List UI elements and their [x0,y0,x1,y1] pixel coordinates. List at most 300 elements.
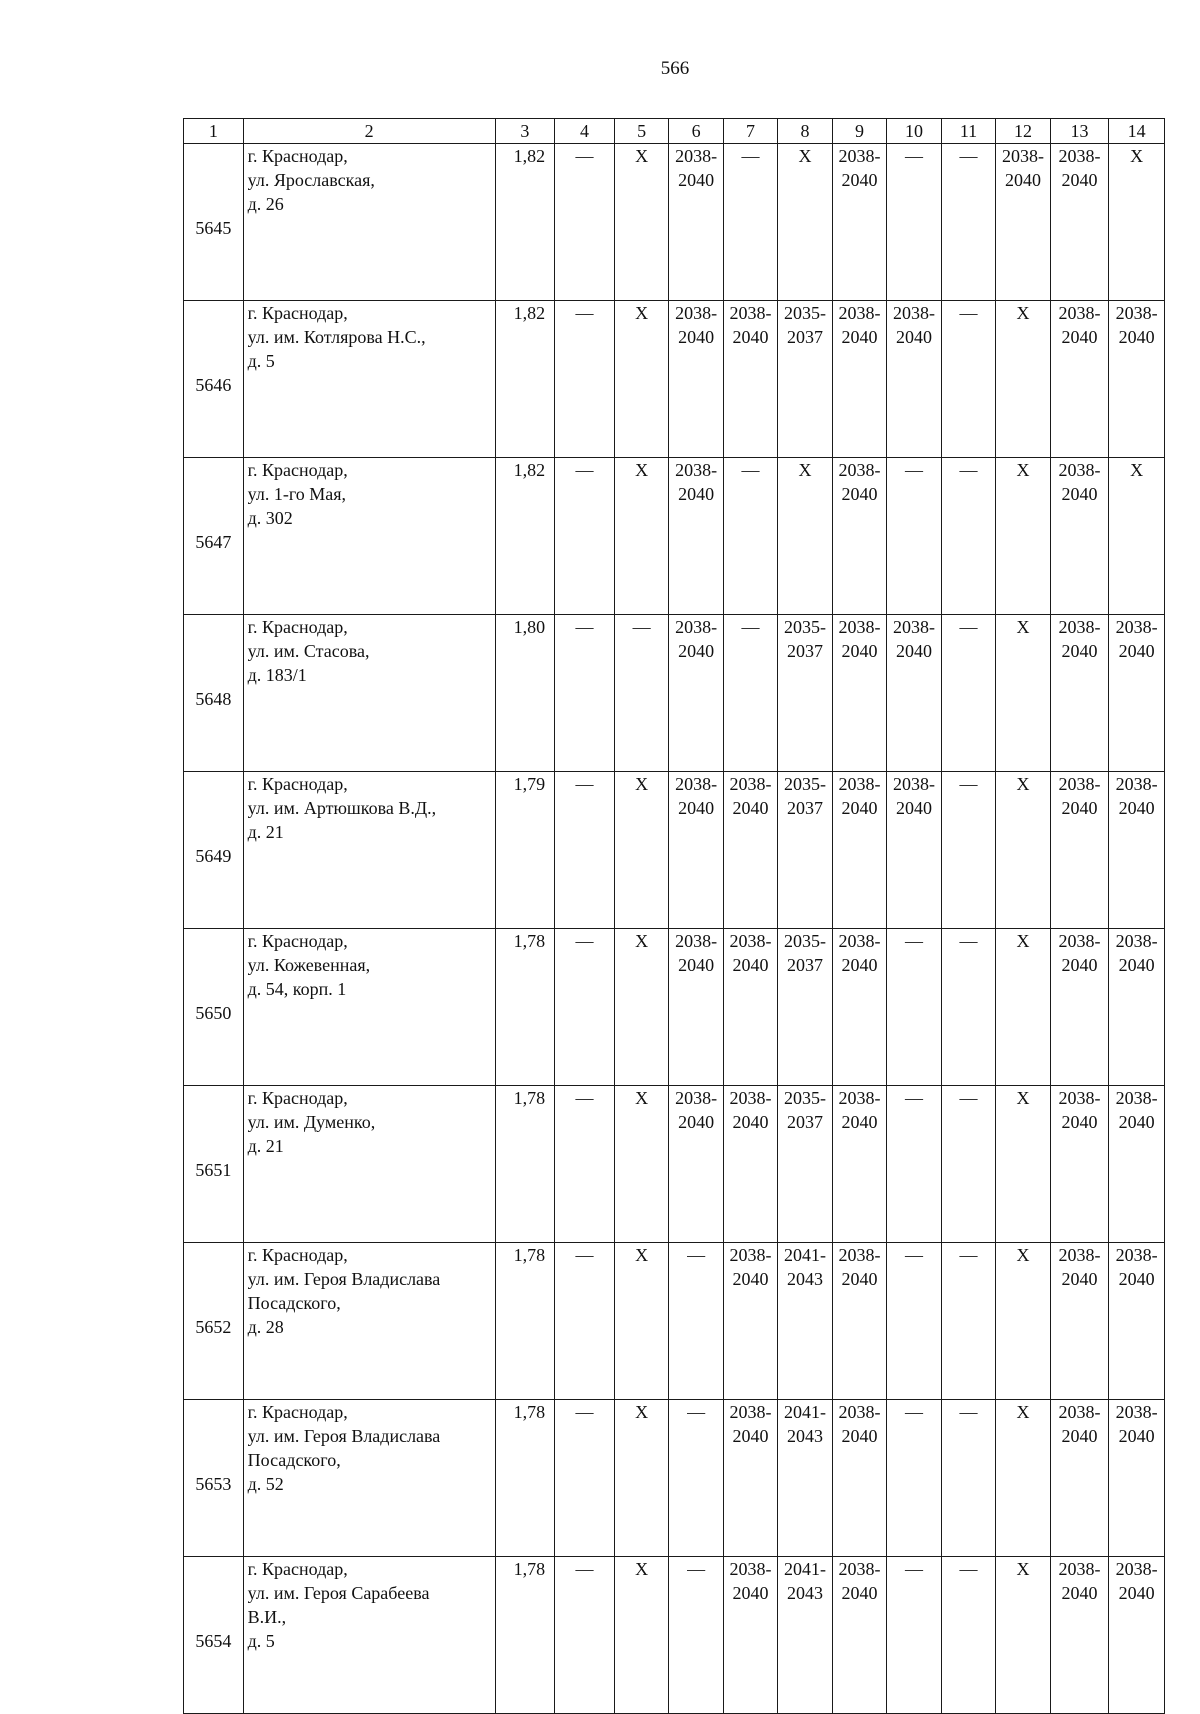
schedule-value: 2035- 2037 [784,617,827,661]
address-line: ул. им. Стасова, [247,641,370,661]
row-number: 5648 [184,615,244,772]
schedule-cell [887,1243,941,1400]
address-cell [243,772,495,929]
column-header: 4 [555,119,615,144]
address-line: д. 5 [247,1631,275,1651]
schedule-value: 2038- 2040 [893,303,935,347]
schedule-cell [1050,772,1109,929]
schedule-cell [614,458,668,615]
schedule-value: Х [635,1088,649,1108]
schedule-cell [1050,1557,1109,1714]
address-line: д. 21 [247,822,284,842]
schedule-value: 2038- 2040 [838,1088,881,1132]
schedule-value: — [959,1559,978,1579]
schedule-value: 2038- 2040 [675,931,718,975]
schedule-value: 2038- 2040 [1115,774,1158,818]
schedule-value: 2038- 2040 [1115,1088,1158,1132]
schedule-cell [723,1557,777,1714]
schedule-cell [887,772,941,929]
schedule-cell [832,1557,886,1714]
schedule-cell [1109,615,1165,772]
schedule-cell [1050,1400,1109,1557]
schedule-value: — [741,460,760,480]
schedule-value: 2038- 2040 [675,617,718,661]
address-line: г. Краснодар, [247,460,348,480]
schedule-value: — [905,1402,923,1422]
schedule-value: Х [1016,774,1030,794]
row-number: 5649 [184,772,244,929]
address-cell [243,144,495,301]
address-line: ул. им. Котлярова Н.С., [247,327,426,347]
schedule-cell [778,929,832,1086]
schedule-value: — [575,1088,594,1108]
coefficient-cell: 1,78 [495,1086,555,1243]
schedule-value: 2038- 2040 [838,931,881,975]
coefficient-cell: 1,78 [495,929,555,1086]
schedule-cell [941,615,995,772]
column-header: 6 [669,119,723,144]
schedule-cell [941,1557,995,1714]
schedule-cell [1050,301,1109,458]
schedule-cell [1050,615,1109,772]
schedule-value: Х [1130,460,1144,480]
schedule-cell [1109,1400,1165,1557]
address-line: ул. Ярославская, [247,170,375,190]
schedule-value: — [575,1245,594,1265]
schedule-cell [941,144,995,301]
schedule-cell [723,458,777,615]
column-header: 3 [495,119,555,144]
schedule-cell [996,458,1050,615]
schedule-value: 2038- 2040 [1058,774,1101,818]
schedule-cell [887,301,941,458]
row-number: 5653 [184,1400,244,1557]
address-line: г. Краснодар, [247,931,348,951]
column-header: 7 [723,119,777,144]
schedule-value: — [575,931,594,951]
schedule-cell [723,1400,777,1557]
schedule-cell [778,1400,832,1557]
address-line: г. Краснодар, [247,303,348,323]
schedule-value: 2041- 2043 [784,1245,827,1289]
header-row [184,119,1165,144]
address-line: г. Краснодар, [247,1088,348,1108]
schedule-cell [1109,144,1165,301]
schedule-cell [778,458,832,615]
table-row [184,144,1165,301]
schedule-value: 2038- 2040 [729,1559,772,1603]
schedule-cell [832,615,886,772]
table-row [184,1400,1165,1557]
schedule-value: — [905,146,923,166]
table-row [184,772,1165,929]
schedule-cell [555,1086,615,1243]
schedule-value: Х [1016,1245,1030,1265]
schedule-value: 2038- 2040 [675,303,718,347]
schedule-value: 2038- 2040 [838,774,881,818]
schedule-cell [555,1557,615,1714]
schedule-cell [832,458,886,615]
schedule-cell [996,772,1050,929]
schedule-cell [723,929,777,1086]
table-row [184,458,1165,615]
schedule-cell [614,301,668,458]
schedule-value: — [741,617,760,637]
schedule-cell [614,144,668,301]
coefficient-cell: 1,78 [495,1400,555,1557]
schedule-cell [669,929,723,1086]
schedule-value: Х [1016,1559,1030,1579]
coefficient-cell: 1,80 [495,615,555,772]
schedule-value: — [905,931,923,951]
column-header: 14 [1109,119,1165,144]
address-line: ул. Кожевенная, [247,955,371,975]
schedule-value: Х [1130,146,1144,166]
coefficient-cell: 1,78 [495,1243,555,1400]
schedule-cell [887,1557,941,1714]
column-header: 12 [996,119,1050,144]
schedule-value: 2038- 2040 [729,303,772,347]
schedule-cell [1050,929,1109,1086]
schedule-cell [723,1086,777,1243]
schedule-cell [778,1557,832,1714]
schedule-cell [941,1243,995,1400]
row-number: 5654 [184,1557,244,1714]
address-line: Посадского, [247,1450,341,1470]
schedule-value: — [575,303,594,323]
schedule-value: — [687,1245,706,1265]
coefficient-cell: 1,78 [495,1557,555,1714]
schedule-value: 2038- 2040 [838,303,881,347]
address-line: г. Краснодар, [247,146,348,166]
address-line: г. Краснодар, [247,774,348,794]
address-line: д. 183/1 [247,665,307,685]
schedule-cell [996,1557,1050,1714]
schedule-value: 2038- 2040 [838,1402,881,1446]
schedule-value: Х [635,146,649,166]
schedule-value: Х [635,303,649,323]
address-cell [243,1086,495,1243]
table-body [184,144,1165,1714]
schedule-value: — [959,460,978,480]
schedule-value: 2038- 2040 [1115,931,1158,975]
schedule-cell [832,144,886,301]
schedule-value: 2038- 2040 [1058,617,1101,661]
schedule-cell [723,615,777,772]
schedule-value: 2038- 2040 [1115,303,1158,347]
schedule-value: — [959,617,978,637]
coefficient-cell: 1,79 [495,772,555,929]
address-line: г. Краснодар, [247,1402,348,1422]
address-cell [243,929,495,1086]
schedule-cell [669,301,723,458]
table-row [184,615,1165,772]
schedule-cell [778,144,832,301]
schedule-cell [778,1243,832,1400]
schedule-value: 2038- 2040 [838,1559,881,1603]
schedule-value: — [687,1402,706,1422]
row-number: 5651 [184,1086,244,1243]
schedule-cell [887,144,941,301]
schedule-value: 2038- 2040 [893,617,935,661]
schedule-value: Х [798,460,812,480]
schedule-cell [887,1400,941,1557]
schedule-cell [887,615,941,772]
schedule-cell [669,1243,723,1400]
schedule-cell [778,772,832,929]
schedule-value: 2038- 2040 [1058,146,1101,190]
address-line: ул. 1-го Мая, [247,484,347,504]
schedule-value: — [959,303,978,323]
schedule-cell [941,458,995,615]
schedule-cell [996,1086,1050,1243]
address-cell [243,1243,495,1400]
schedule-value: 2038- 2040 [729,1402,772,1446]
schedule-cell [887,929,941,1086]
schedule-value: — [575,1402,594,1422]
schedule-cell [614,772,668,929]
schedule-value: — [575,146,594,166]
schedule-value: 2038- 2040 [838,1245,881,1289]
schedule-value: 2035- 2037 [784,303,827,347]
schedule-value: 2038- 2040 [1058,1088,1101,1132]
schedule-value: — [959,931,978,951]
schedule-cell [941,929,995,1086]
column-header: 13 [1050,119,1109,144]
address-cell [243,1400,495,1557]
schedule-cell [669,1400,723,1557]
schedule-value: Х [1016,303,1030,323]
schedule-cell [996,144,1050,301]
schedule-cell [669,144,723,301]
schedule-cell [996,929,1050,1086]
schedule-value: 2038- 2040 [729,1245,772,1289]
address-line: ул. им. Артюшкова В.Д., [247,798,437,818]
schedule-cell [614,1086,668,1243]
schedule-value: 2035- 2037 [784,774,827,818]
address-line: г. Краснодар, [247,1559,348,1579]
column-header: 8 [778,119,832,144]
repair-schedule-table [183,118,1165,1714]
address-line: ул. им. Героя Владислава [247,1426,441,1446]
row-number: 5647 [184,458,244,615]
schedule-value: 2038- 2040 [1058,1559,1101,1603]
schedule-value: 2038- 2040 [1115,1402,1158,1446]
schedule-cell [832,1400,886,1557]
table-row [184,929,1165,1086]
column-header: 11 [941,119,995,144]
schedule-value: 2038- 2040 [1115,1245,1158,1289]
schedule-value: — [575,460,594,480]
schedule-value: Х [798,146,812,166]
schedule-cell [614,615,668,772]
schedule-cell [832,1086,886,1243]
schedule-cell [941,301,995,458]
schedule-cell [555,1400,615,1557]
coefficient-cell: 1,82 [495,301,555,458]
schedule-value: 2038- 2040 [838,617,881,661]
schedule-value: — [959,774,978,794]
column-header: 5 [614,119,668,144]
schedule-cell [614,1400,668,1557]
schedule-cell [723,772,777,929]
schedule-cell [832,301,886,458]
schedule-value: — [905,1245,923,1265]
schedule-value: — [905,1559,923,1579]
table-row [184,1243,1165,1400]
schedule-cell [1050,458,1109,615]
schedule-value: — [687,1559,706,1579]
table-row [184,1557,1165,1714]
schedule-cell [669,1086,723,1243]
schedule-value: 2038- 2040 [838,460,881,504]
page-number: 566 [660,58,690,79]
schedule-value: Х [635,774,649,794]
schedule-value: — [575,617,594,637]
address-cell [243,301,495,458]
schedule-cell [887,1086,941,1243]
schedule-cell [1109,458,1165,615]
schedule-value: 2038- 2040 [1001,146,1044,190]
schedule-value: 2038- 2040 [1115,1559,1158,1603]
schedule-value: 2035- 2037 [784,931,827,975]
column-header: 10 [887,119,941,144]
schedule-value: — [575,774,594,794]
schedule-value: Х [635,1245,649,1265]
schedule-value: — [959,1245,978,1265]
schedule-cell [1109,1086,1165,1243]
schedule-value: 2038- 2040 [729,1088,772,1132]
schedule-cell [1109,301,1165,458]
schedule-cell [669,615,723,772]
address-line: д. 5 [247,351,275,371]
schedule-cell [1050,144,1109,301]
schedule-value: 2035- 2037 [784,1088,827,1132]
schedule-value: 2038- 2040 [675,774,718,818]
schedule-value: — [741,146,760,166]
schedule-cell [555,458,615,615]
schedule-cell [723,144,777,301]
schedule-cell [555,929,615,1086]
schedule-cell [669,458,723,615]
schedule-value: 2038- 2040 [1058,1245,1101,1289]
address-cell [243,1557,495,1714]
schedule-value: — [905,460,923,480]
schedule-value: 2038- 2040 [838,146,881,190]
schedule-cell [555,144,615,301]
schedule-cell [1109,772,1165,929]
schedule-cell [941,1400,995,1557]
schedule-cell [669,772,723,929]
coefficient-cell: 1,82 [495,144,555,301]
schedule-cell [555,772,615,929]
schedule-cell [669,1557,723,1714]
row-number: 5650 [184,929,244,1086]
schedule-value: Х [1016,1088,1030,1108]
table-row [184,301,1165,458]
address-line: д. 52 [247,1474,284,1494]
address-line: д. 302 [247,508,293,528]
schedule-value: 2038- 2040 [1058,931,1101,975]
schedule-cell [1109,929,1165,1086]
address-cell [243,615,495,772]
schedule-value: — [959,1402,978,1422]
schedule-cell [614,1243,668,1400]
schedule-cell [723,301,777,458]
address-line: д. 21 [247,1136,284,1156]
schedule-value: 2038- 2040 [729,931,772,975]
address-line: Посадского, [247,1293,341,1313]
schedule-value: 2038- 2040 [675,1088,718,1132]
schedule-cell [555,301,615,458]
schedule-value: — [632,617,651,637]
schedule-value: — [575,1559,594,1579]
address-line: д. 26 [247,194,284,214]
schedule-cell [778,301,832,458]
schedule-value: — [959,146,978,166]
schedule-cell [941,1086,995,1243]
schedule-cell [887,458,941,615]
schedule-cell [832,772,886,929]
schedule-cell [778,615,832,772]
schedule-cell [1109,1243,1165,1400]
schedule-value: Х [635,1559,649,1579]
schedule-value: 2038- 2040 [675,460,718,504]
schedule-value: 2041- 2043 [784,1559,827,1603]
schedule-cell [778,1086,832,1243]
schedule-value: Х [1016,617,1030,637]
schedule-value: 2038- 2040 [675,146,718,190]
schedule-cell [996,1400,1050,1557]
address-line: г. Краснодар, [247,1245,348,1265]
schedule-value: Х [635,1402,649,1422]
column-header: 9 [832,119,886,144]
address-line: г. Краснодар, [247,617,348,637]
schedule-value: Х [1016,931,1030,951]
address-line: д. 28 [247,1317,284,1337]
schedule-cell [996,615,1050,772]
schedule-cell [996,1243,1050,1400]
schedule-value: Х [635,460,649,480]
address-line: д. 54, корп. 1 [247,979,347,999]
row-number: 5646 [184,301,244,458]
address-line: В.И., [247,1607,287,1627]
schedule-cell [832,1243,886,1400]
column-header: 2 [243,119,495,144]
schedule-cell [1050,1086,1109,1243]
schedule-cell [1050,1243,1109,1400]
schedule-cell [555,1243,615,1400]
schedule-value: Х [635,931,649,951]
address-line: ул. им. Героя Владислава [247,1269,441,1289]
schedule-value: 2038- 2040 [729,774,772,818]
schedule-cell [1109,1557,1165,1714]
schedule-cell [614,1557,668,1714]
schedule-cell [555,615,615,772]
schedule-value: 2038- 2040 [893,774,935,818]
schedule-value: Х [1016,460,1030,480]
row-number: 5645 [184,144,244,301]
coefficient-cell: 1,82 [495,458,555,615]
row-number: 5652 [184,1243,244,1400]
address-cell [243,458,495,615]
table-row [184,1086,1165,1243]
schedule-value: 2041- 2043 [784,1402,827,1446]
column-header: 1 [184,119,244,144]
schedule-cell [996,301,1050,458]
schedule-cell [723,1243,777,1400]
schedule-value: — [905,1088,923,1108]
